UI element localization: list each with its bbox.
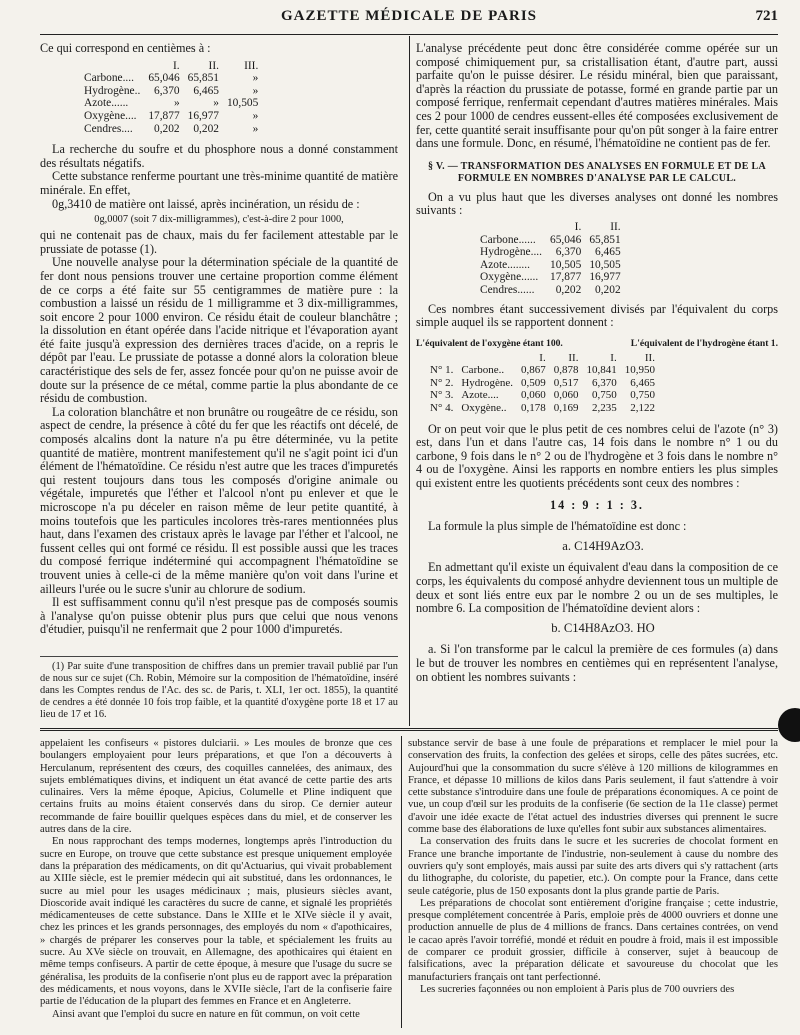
table-cell: N° 3. — [430, 389, 454, 402]
journal-title: GAZETTE MÉDICALE DE PARIS — [280, 8, 537, 24]
paragraph: En nous rapprochant des temps modernes, longtemps après l'introduction du sucre en Europe, on trouve que cette substance est presque uniquement employée dans la préparation des médicaments, on dit qu'Actuarius, qui vivait probablement au XIIIe siècle, est le premier médecin qui ait substitué, dans les ordonnances, le sucre au miel pour les usages médicinaux ; mais, plusieurs siècles avant, Dioscoride avait indiqué les caractères du sucre de canne, et signalé les propriétés médicamenteuses de cette substance. Dans le XIIIe et le XIVe siècle il y avait, chez les princes et les grands personnages, des employés du nom « d'apothicaires, » chargés de préparer les conserves pour la table, et spécialement les fruits au sucre. Au XVe siècle on trouvait, en Allemagne, des apothicaires qui étaient en même temps confiseurs. A partir de cette époque, à mesure que l'usage du sucre se généralisa, les produits de la confiserie n'ont plus eu de rapport avec la préparation des médicaments, et nous voyons, dans le XVIIe siècle, l'art de la confiserie faire partie de l'éducation de la plupart des femmes en France et en Angleterre. — [40, 836, 392, 1008]
table-cell: 0,178 — [520, 402, 546, 415]
table-cell: 65,851 — [589, 233, 621, 246]
residue-quantity: 0g,0007 (soit 7 dix-milligrammes), c'est-à-dire 2 pour 1000, — [94, 214, 344, 226]
header-rule — [40, 34, 778, 35]
table-cell: 6,465 — [595, 246, 621, 259]
table2-col-2: II. — [610, 220, 621, 233]
table-row — [426, 402, 659, 415]
table-cell: 17,877 — [148, 109, 180, 122]
paragraph: Les sucreries façonnées ou non emploient à Paris plus de 700 ouvriers des — [420, 983, 735, 995]
right-column — [416, 42, 778, 684]
table2-col-1: I. — [574, 220, 582, 233]
table-cell: 6,370 — [591, 376, 617, 389]
table-cell: Oxygène.. — [461, 402, 507, 415]
table3-head-right: L'équivalent de l'hydrogène étant 1. — [630, 337, 778, 349]
table-row — [426, 377, 659, 390]
table-row — [476, 246, 625, 259]
table-cell: » — [252, 122, 259, 135]
paragraph: substance servir de base à une foule de préparations et remplacer le miel pour la conservation des fruits, la confection des gelées et sirops, celle des pâtes sucrées, etc. Aujourd'hui que la consommation du sucre s'élève à 120 millions de kilogrammes en France, et dépasse 10 millions de kilos dans Paris seulement, il faut s'attendre à voir cette substance s'introduire dans une foule de préparations économiques. A ce point de vue, un coup d'œil sur les produits de la confiserie (6e section de la 11e classe) permet d'avoir une idée exacte de l'état actuel des industries diverses qui prennent le sucre comme base des élaborations de luxe qu'elles font subir aux substances alimentaires. — [408, 738, 778, 836]
table-cell: Oxygène.... — [84, 109, 137, 122]
paragraph: L'analyse précédente peut donc être considérée comme opérée sur un composé chimiquement pur, sa cristallisation étant, d'autre part, aussi parfaite qu'on le puisse désirer. Le résidu minéral, bien que paraissant, d'après la réaction du prussiate de potasse, formé en grande partie par un composé ferrique, renfermait cependant d'autres matières minérales. Mais ces 2 pour 1000 de cendres eussent-elles été composées exclusivement de fer, cette quantité serait insuffisante pour qu'on pût songer à la faire entrer dans une formule. Donc, en résumé, l'hématoïdine ne contient pas de fer. — [416, 41, 778, 151]
paragraph: La coloration blanchâtre et non brunâtre ou rougeâtre de ce résidu, son aspect de cendre, la présence à côté du fer que les réactifs ont décelé, de composés alcalins dont la nature n'a pu être déterminée, vu la petite quantité de matière, montrent manifestement qu'il ne s'agit point ici d'un élément de l'hématoïdine. Ce résidu n'est autre que les traces d'impuretés qui restent toujours dans tous les composés d'origine animale ou végétale, impuretés que l'éther et l'alcool n'ont pu enlever et que le microscope n'a pu déceler en raison même de leur petite quantité, à moins toutefois que les particules incolores très-rares mentionnées plus haut, dans l'examen des cristaux après le lavage par l'éther et l'alcool, ne fussent celles qui ont formé ce résidu. Il est possible aussi que les traces du composé ferrique indéterminé qui accompagnent l'hématoïdine se trouvent unies à celle-ci de la même manière qu'on voit dans l'urine et ailleurs l'urée ou le sucre s'unir au chlorure de sodium. — [40, 404, 398, 596]
paragraph: a. Si l'on transforme par le calcul la première de ces formules (a) dans le but de trouver les nombres en centièmes qui en représentent l'analyse, on obtient les nombres suivants : — [416, 642, 778, 684]
table-row — [80, 97, 262, 110]
analysis-table-2 — [476, 221, 625, 297]
paragraph: appelaient les confiseurs « pistores dulciarii. » Les moules de bronze que ces boulangers employaient pour leurs préparations, et que l'on a découverts à Herculanum, représentent des cœurs, des coquilles cannelées, des animaux, des sujets emblématiques divins, et indiquent un état avancé de cette partie des arts culinaires. Vers la même époque, Apicius, Columelle et Pline indiquent que certains fruits au moins étaient conservés dans du sirop. Ce dernier auteur recommande de faire bouillir quelques espèces dans du miel, et de conserver les autres dans de la cire. — [40, 738, 392, 836]
page-header — [40, 8, 778, 32]
table-cell: Cendres.... — [84, 122, 133, 135]
table-row — [476, 234, 625, 247]
table-cell: 65,046 — [148, 72, 180, 85]
table-cell: Carbone...... — [480, 233, 536, 246]
table-cell: Cendres...... — [480, 283, 535, 296]
table-cell: 17,877 — [550, 271, 582, 284]
table-cell: Carbone.. — [461, 364, 505, 377]
table-row — [476, 284, 625, 297]
table-cell: Hydrogène.. — [84, 84, 141, 97]
column-divider-bottom — [401, 736, 402, 1028]
paragraph: Il est suffisamment connu qu'il n'est presque pas de composés soumis à l'analyse qu'on puisse obtenir plus purs que celui que nous venons d'étudier, puisqu'il ne renfermait que 2 pour 1000 d'impuretés. — [40, 595, 398, 637]
table3-col: I. — [539, 351, 546, 364]
paragraph: La recherche du soufre et du phosphore nous a donné constamment des résultats négatifs. — [40, 142, 398, 170]
table-cell: 2,122 — [630, 402, 655, 415]
footnote-text: (1) Par suite d'une transposition de chiffres dans un premier travail publié par l'un de nous sur ce sujet (Ch. Robin, Mémoire sur la composition de l'hématoïdine, inséré dans les Comptes rendus de l'Ac. des sc. de Paris, t. XLI, 1er oct. 1855), la quantité de cendres a été donnée 10 fois trop faible, et la quantité d'oxygène porte 18 et 17 au lieu de 17 et 16. — [40, 661, 398, 720]
table-row — [80, 123, 262, 136]
table-cell: 6,370 — [154, 84, 180, 97]
table-cell: » — [173, 97, 180, 110]
table-cell: Hydrogène. — [461, 376, 513, 389]
table-row — [80, 72, 262, 85]
paragraph: qui ne contenait pas de chaux, mais du fer facilement attestable par le prussiate de potasse (1). — [40, 228, 398, 256]
bottom-left-column — [40, 738, 392, 1021]
table-cell: Carbone.... — [84, 72, 134, 85]
section-rule — [40, 728, 778, 731]
paragraph: La conservation des fruits dans le sucre et les sucreries de chocolat forment en France une branche importante de l'industrie, non-seulement à cause du nombre des ouvriers qu'y sont employés, mais aussi par suite des arts divers qui s'y rattachent (arts du lithographe, du coloriste, du papetier, etc.). On compte pour la France, dans cette seule catégorie, plus de 150 exposants dont la plus grande partie de Paris. — [408, 836, 778, 897]
table-row — [426, 364, 659, 377]
table-row — [426, 389, 659, 402]
paragraph: Une nouvelle analyse pour la détermination spéciale de la quantité de fer dont nous pensions trouver une certaine proportion comme élément de ce corps a été faite sur 55 centigrammes de matière pure : la combustion a laissé un résidu de 1 milligramme et 3 dix-milligrammes, soit encore 2 pour 1000 environ. Ce résidu était de couleur blanchâtre ; la dissolution en étant opérée dans l'acide nitrique et l'évaporation ayant été faite jusqu'à expression des dernières traces d'acide, on a repris le dépôt par l'eau. Le prussiate de potasse a donné alors la coloration bleue caractéristique des sels de fer, assez foncée pour qu'on ne puisse avoir de doute sur la présence de ce métal, comme partie la plus abondante de ce résidu de combustion. — [40, 255, 398, 406]
paragraph: La formule la plus simple de l'hématoïdine est donc : — [428, 519, 687, 534]
table-cell: 0,878 — [553, 364, 579, 377]
table-cell: 0,060 — [520, 389, 546, 402]
table-cell: Azote...... — [84, 97, 129, 110]
table-cell: N° 4. — [430, 402, 454, 415]
table-cell: 10,505 — [550, 258, 582, 271]
table-row — [80, 85, 262, 98]
paragraph: On a vu plus haut que les diverses analyses ont donné les nombres suivants : — [416, 189, 778, 218]
table-row — [80, 110, 262, 123]
table1-col-3: III. — [244, 59, 259, 72]
table-row — [476, 271, 625, 284]
table3-col: II. — [644, 351, 655, 364]
table-cell: » — [213, 97, 219, 110]
table-cell: 6,465 — [630, 376, 655, 389]
paragraph: Or on peut voir que le plus petit de ces nombres celui de l'azote (n° 3) est, dans l'un et dans l'autre cas, 14 fois dans le nombre n° 1 ou du carbone, 9 fois dans le n° 2 ou de l'hydrogène et 3 fois dans le nombre n° 4 ou de l'oxygène. Ainsi les rapports en nombre entiers les plus simples qui existent entre les quotients précédents sont ceux des nombres : — [416, 421, 778, 491]
table-cell: 0,509 — [520, 376, 546, 389]
ink-blot — [778, 708, 800, 742]
paragraph: Les préparations de chocolat sont entièrement d'origine française ; cette industrie, presque complétement concentrée à Paris, emploie près de 4000 ouvriers et donne une production annuelle de plus de 4 millions de francs. Dans certaines contrées, on vend le cacao après l'avoir torréfié, mondé et réduit en poudre à froid, mais il est impossible de comparer ce produit grossier, difficile à conserver, sujet à beaucoup de falsifications, avec la préparation délicate et savoureuse du chocolat que les manufacturiers français ont tant perfectionné. — [408, 897, 778, 983]
table-cell: 0,202 — [595, 283, 621, 296]
table3-col: I. — [610, 351, 617, 364]
quotients-table — [426, 352, 659, 415]
ratio: 14 : 9 : 1 : 3. — [550, 497, 644, 512]
section-heading: § V. — TRANSFORMATION DES ANALYSES EN FORMULE ET DE LA FORMULE EN NOMBRES D'ANALYSE PAR LE CALCUL. — [427, 160, 767, 184]
table1-col-1: I. — [172, 59, 180, 72]
table-cell: 0,867 — [520, 364, 546, 377]
table-cell: » — [252, 109, 259, 122]
table-cell: N° 2. — [430, 376, 454, 389]
table-cell: 0,202 — [555, 283, 582, 296]
table-cell: 0,517 — [553, 376, 579, 389]
table-cell: 0,750 — [591, 389, 617, 402]
table-cell: 10,841 — [586, 364, 617, 377]
formula-b: b. C14H8AzO3. HO — [551, 620, 655, 635]
table1-col-2: II. — [208, 59, 219, 72]
table-cell: 10,505 — [589, 258, 621, 271]
footnote — [40, 656, 398, 721]
analysis-table-1 — [80, 60, 262, 136]
table-cell: 0,750 — [630, 389, 655, 402]
table-cell: 65,851 — [187, 72, 219, 85]
table3-head-left: L'équivalent de l'oxygène étant 100. — [416, 337, 563, 349]
paragraph: Cette substance renferme pourtant une très-minime quantité de matière minérale. En effet, — [40, 169, 398, 197]
page-number: 721 — [755, 8, 778, 24]
table-cell: 16,977 — [589, 271, 621, 284]
table-cell: Azote........ — [480, 258, 530, 271]
table-cell: 6,370 — [555, 246, 582, 259]
table-row — [476, 259, 625, 272]
table-cell: 16,977 — [187, 109, 219, 122]
table-cell: » — [252, 72, 259, 85]
table-cell: 0,202 — [193, 122, 219, 135]
table-cell: Oxygène...... — [480, 271, 539, 284]
table3-header — [416, 338, 778, 350]
column-divider-top — [409, 36, 410, 726]
left-column — [40, 42, 398, 637]
table-cell: 0,169 — [553, 402, 579, 415]
table-cell: 6,465 — [193, 84, 219, 97]
table-cell: 2,235 — [591, 402, 617, 415]
table-cell: 10,950 — [624, 364, 655, 377]
table-cell: 10,505 — [226, 97, 259, 110]
table-cell: 0,060 — [553, 389, 579, 402]
table-cell: Azote.... — [461, 389, 499, 402]
table-cell: » — [252, 84, 259, 97]
table-cell: 0,202 — [154, 122, 180, 135]
table-cell: Hydrogène.... — [480, 246, 542, 259]
paragraph: En admettant qu'il existe un équivalent d'eau dans la composition de ce corps, les équivalents du composé anhydre deviennent tous un multiple de deux et sont liés entre eux par le nombre 2 ou un de ses multiples, le nombre 6. La composition de l'hématoïdine devient alors : — [416, 560, 778, 616]
left-intro: Ce qui correspond en centièmes à : — [40, 41, 211, 55]
table-cell: N° 1. — [430, 364, 454, 377]
formula-a: a. C14H9AzO3. — [562, 538, 644, 553]
bottom-right-column — [408, 738, 778, 996]
paragraph: Ces nombres étant successivement divisés par l'équivalent du corps simple auquel ils se rapportent donnent : — [416, 301, 778, 330]
paragraph: Ainsi avant que l'emploi du sucre en nature en fût commun, on voit cette — [52, 1008, 360, 1020]
table3-col: II. — [568, 351, 579, 364]
table-cell: 65,046 — [550, 233, 582, 246]
paragraph: 0g,3410 de matière ont laissé, après incinération, un résidu de : — [52, 196, 360, 211]
